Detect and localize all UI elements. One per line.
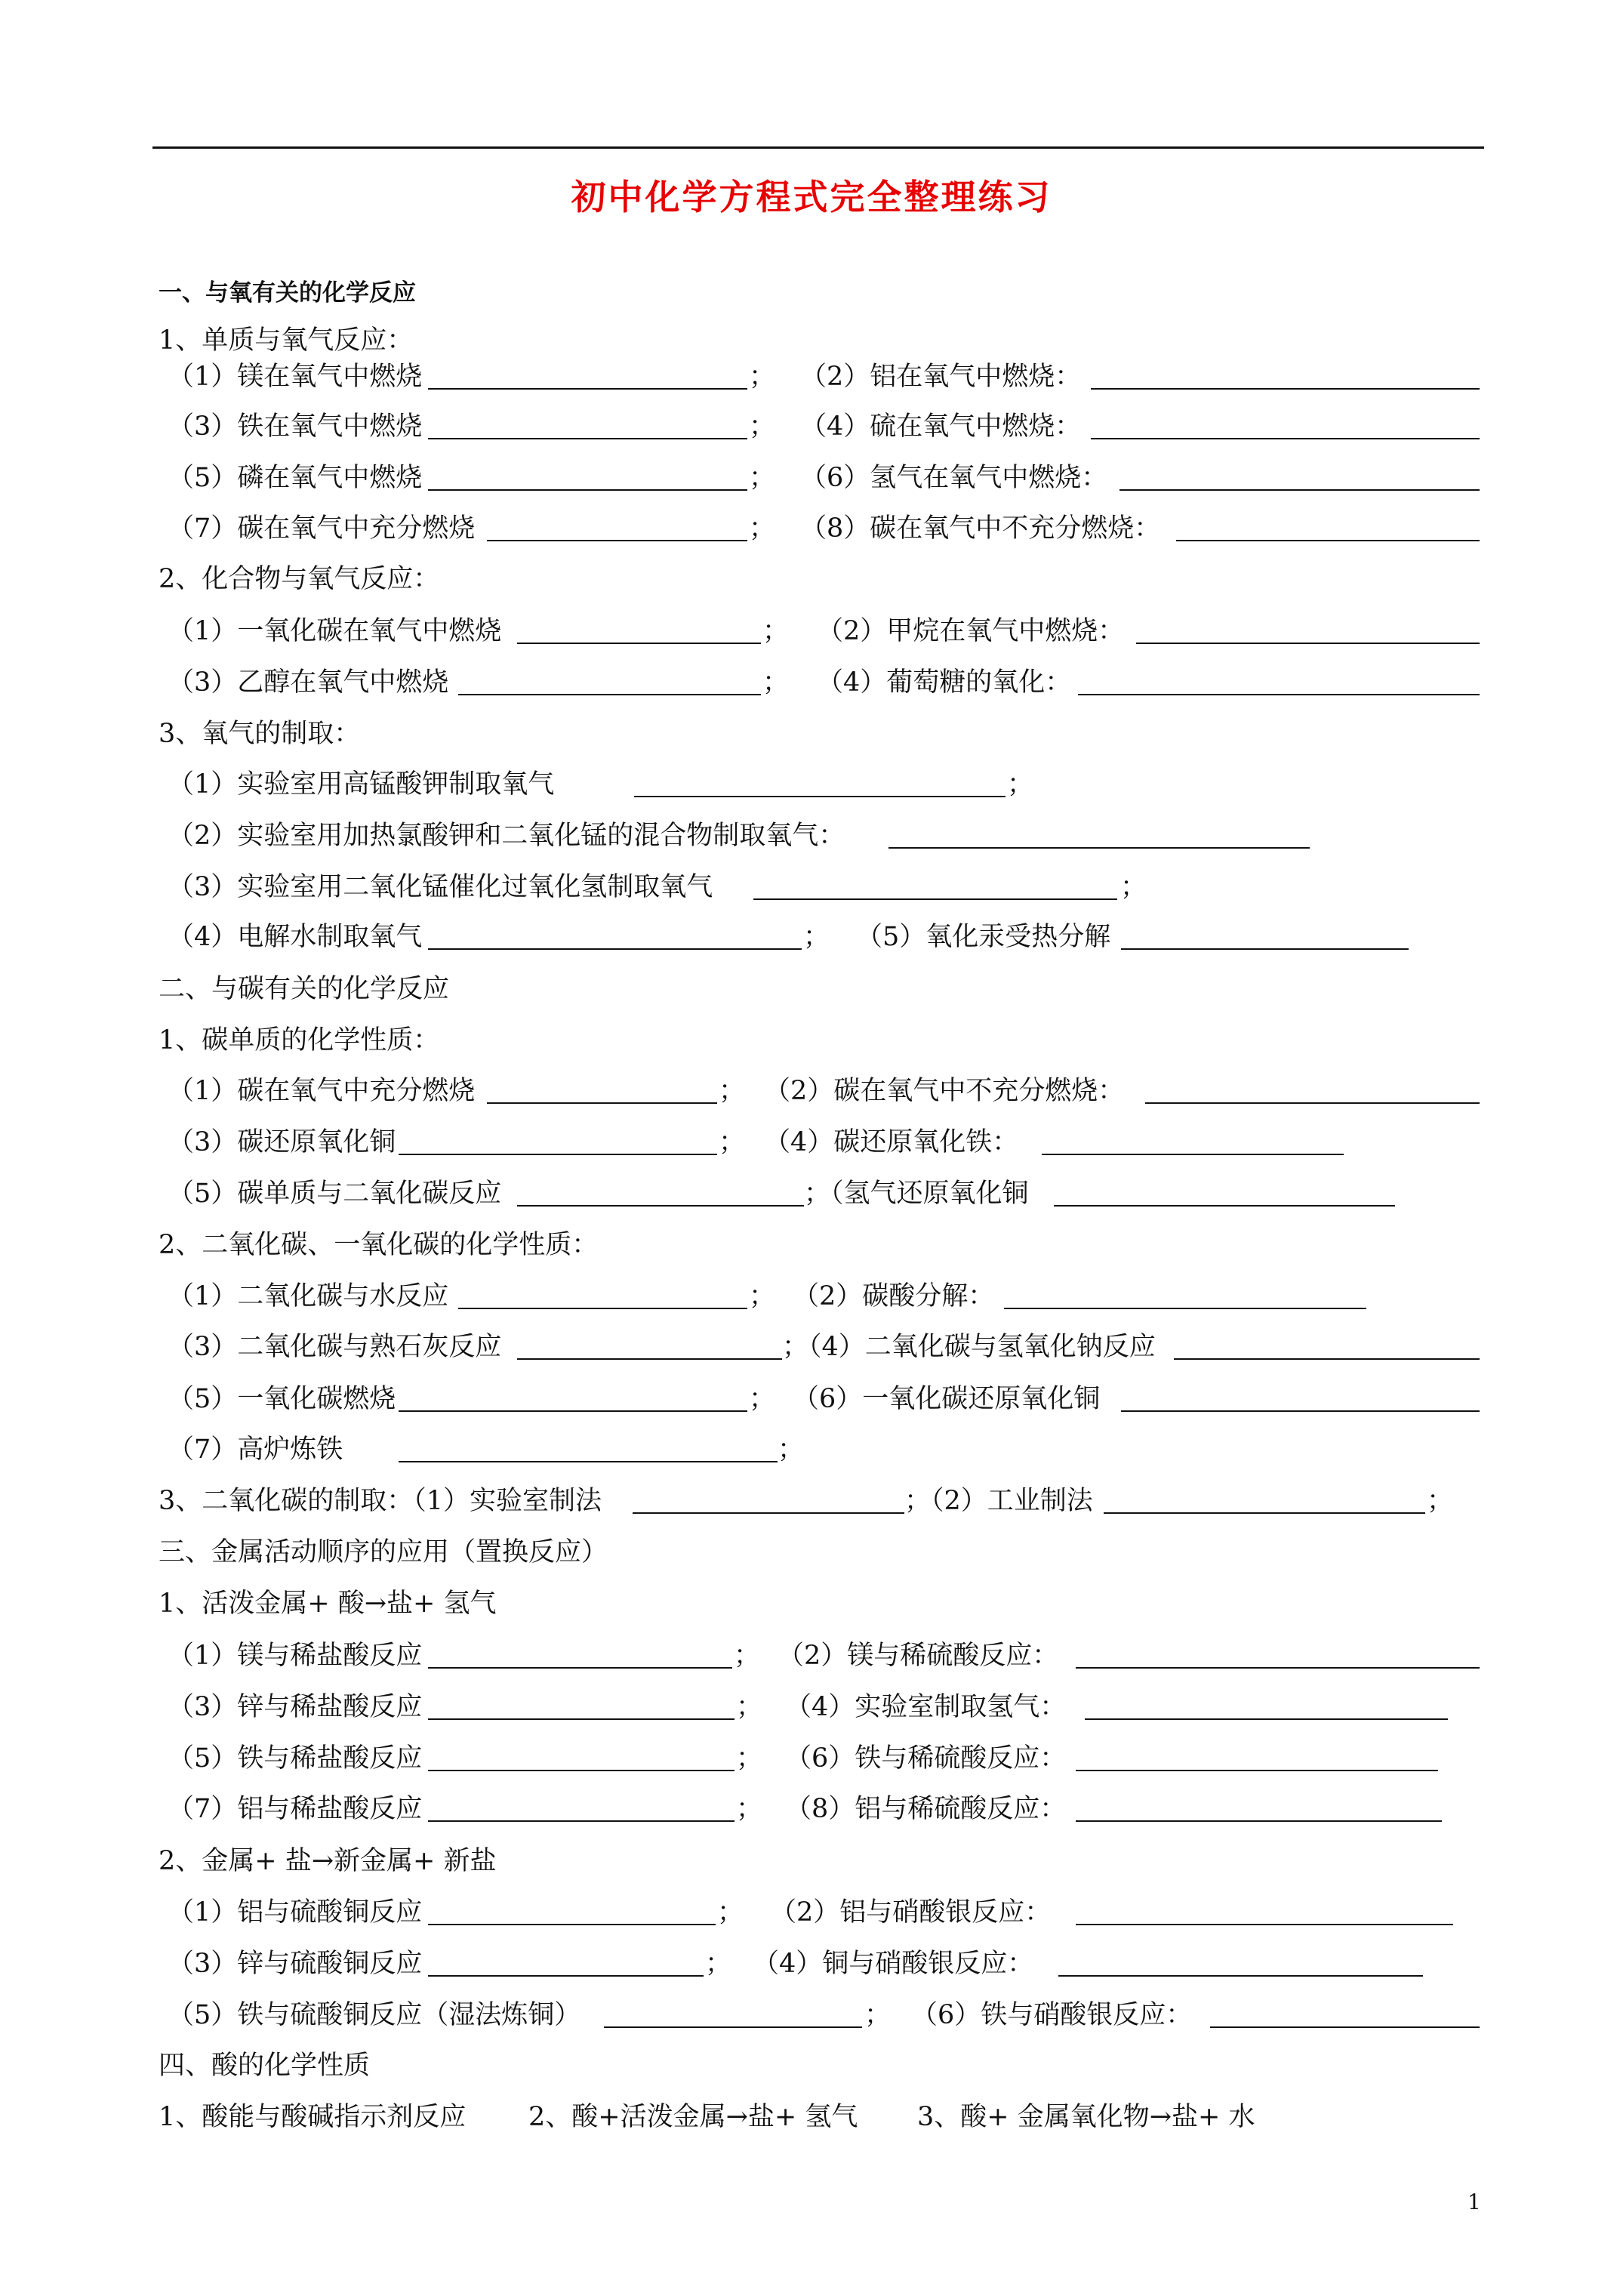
answer-blank[interactable] [1076,1667,1480,1669]
exercise-text: 2、金属+ 盐→新金属+ 新盐 [159,1846,497,1876]
answer-blank[interactable] [1091,438,1480,439]
exercise-line [0,268,1623,318]
page-title: 初中化学方程式完全整理练习 [571,177,1052,217]
exercise-line [0,1271,1623,1321]
exercise-line [0,1117,1623,1167]
exercise-text: ；（4）二氧化碳与氢氧化钠反应 [782,1332,1156,1362]
answer-blank[interactable] [604,2026,862,2028]
exercise-text: （7）铝与稀盐酸反应 [168,1794,423,1824]
exercise-line [0,504,1623,553]
exercise-line [0,352,1623,402]
answer-blank[interactable] [1119,489,1480,491]
answer-blank[interactable] [1210,2026,1480,2028]
exercise-text: ； [1427,1486,1454,1516]
answer-blank[interactable] [1004,1308,1366,1309]
exercise-text: 一、与氧有关的化学反应 [159,279,416,307]
exercise-line [0,1888,1623,1937]
exercise-line [0,912,1623,962]
answer-blank[interactable] [428,1770,735,1771]
answer-blank[interactable] [487,1102,717,1104]
exercise-line [0,760,1623,809]
exercise-line [0,1734,1623,1783]
exercise-text: 四、酸的化学性质 [159,2051,371,2081]
exercise-text: ； [736,1794,763,1824]
exercise-text: （3）铁在氧气中燃烧 [168,411,423,442]
exercise-line [0,1836,1623,1886]
exercise-text: ； [734,1641,761,1671]
answer-blank[interactable] [1121,1410,1480,1412]
exercise-line [0,402,1623,451]
answer-blank[interactable] [1076,1820,1442,1822]
exercise-text: （1）铝与硫酸铜反应 [168,1897,423,1928]
exercise-text: ； [749,1384,776,1414]
exercise-text: ； [705,1949,732,1979]
exercise-text: 2、化合物与氧气反应： [159,564,440,594]
exercise-text: 1、单质与氧气反应： [159,325,414,356]
exercise-text: （2）铝与硝酸银反应： [770,1897,1052,1928]
exercise-text: （4）碳还原氧化铁： [764,1127,1019,1157]
exercise-text: ； [749,1281,776,1311]
page-number: 1 [1467,2190,1481,2214]
exercise-line [0,1682,1623,1732]
answer-blank[interactable] [1176,540,1480,541]
exercise-text: （4）电解水制取氧气 [168,922,423,952]
exercise-text: （8）碳在氧气中不充分燃烧： [800,513,1161,544]
exercise-text: 2、酸+活泼金属→盐+ 氢气 [528,2102,858,2132]
exercise-text: ； [749,513,776,544]
answer-blank[interactable] [428,1975,704,1977]
answer-blank[interactable] [487,540,747,541]
exercise-text: 2、二氧化碳、一氧化碳的化学性质： [159,1230,599,1260]
exercise-text: （6）一氧化碳还原氧化铜 [793,1384,1101,1414]
exercise-line [0,1066,1623,1116]
answer-blank[interactable] [1145,1102,1480,1104]
exercise-line [0,658,1623,707]
exercise-text: （2）铝在氧气中燃烧： [800,362,1082,392]
answer-blank[interactable] [753,898,1117,900]
exercise-text: （4）实验室制取氢气： [785,1692,1067,1722]
exercise-line [0,606,1623,656]
exercise-text: （6）铁与稀硫酸反应： [785,1743,1067,1774]
exercise-text: （3）锌与硫酸铜反应 [168,1949,423,1979]
exercise-line [0,554,1623,604]
exercise-text: 二、与碳有关的化学反应 [159,974,450,1004]
answer-blank[interactable] [458,1308,747,1309]
exercise-line [0,1374,1623,1424]
exercise-text: （5）磷在氧气中燃烧 [168,463,423,493]
answer-blank[interactable] [1076,1924,1453,1925]
exercise-text: ； [749,463,776,493]
answer-blank[interactable] [888,847,1310,849]
answer-blank[interactable] [458,694,761,695]
exercise-line [0,1220,1623,1270]
answer-blank[interactable] [517,1205,804,1207]
answer-blank[interactable] [428,1820,735,1822]
answer-blank[interactable] [1121,948,1409,950]
exercise-line [0,2041,1623,2091]
exercise-line [0,1425,1623,1475]
exercise-text: （3）乙醇在氧气中燃烧 [168,667,449,698]
exercise-line [0,2092,1623,2142]
answer-blank[interactable] [1054,1205,1395,1207]
exercise-line [0,1322,1623,1372]
exercise-text: 3、氧气的制取： [159,719,361,749]
exercise-text: （4）葡萄糖的氧化： [817,667,1072,698]
answer-blank[interactable] [1104,1512,1425,1514]
exercise-line [0,1939,1623,1989]
exercise-text: （5）铁与稀盐酸反应 [168,1743,423,1774]
exercise-line [0,1579,1623,1629]
answer-blank[interactable] [1076,1770,1438,1771]
answer-blank[interactable] [634,796,1006,797]
exercise-text: （7）碳在氧气中充分燃烧 [168,513,476,544]
answer-blank[interactable] [1091,388,1480,390]
exercise-text: ； [719,1127,746,1157]
exercise-text: （3）碳还原氧化铜 [168,1127,396,1157]
exercise-text: （3）二氧化碳与熟石灰反应 [168,1332,502,1362]
exercise-text: （1）镁与稀盐酸反应 [168,1641,423,1671]
exercise-line [0,1476,1623,1526]
exercise-line [0,1527,1623,1577]
exercise-text: ； [762,667,790,698]
answer-blank[interactable] [1136,643,1480,644]
exercise-text: ； [864,2000,892,2030]
answer-blank[interactable] [1042,1154,1344,1155]
exercise-line [0,1784,1623,1834]
answer-blank[interactable] [517,1358,782,1360]
answer-blank[interactable] [399,1410,747,1412]
answer-blank[interactable] [428,388,747,390]
exercise-text: （3）锌与稀盐酸反应 [168,1692,423,1722]
exercise-text: （5）碳单质与二氧化碳反应 [168,1179,502,1209]
answer-blank[interactable] [1085,1718,1448,1720]
exercise-line [0,453,1623,503]
exercise-text: ； [778,1435,805,1465]
exercise-text: （5）一氧化碳燃烧 [168,1384,396,1414]
answer-blank[interactable] [1078,694,1480,695]
exercise-line [0,1169,1623,1219]
exercise-text: （3）实验室用二氧化锰催化过氧化氢制取氧气 [168,872,713,902]
exercise-text: （6）铁与硝酸银反应： [911,2000,1193,2030]
exercise-text: （1）二氧化碳与水反应 [168,1281,449,1311]
exercise-text: （2）碳在氧气中不充分燃烧： [764,1076,1125,1106]
answer-blank[interactable] [428,438,747,439]
exercise-text: （2）甲烷在氧气中燃烧： [817,616,1125,646]
exercise-line [0,964,1623,1014]
exercise-text: 1、酸能与酸碱指示剂反应 [159,2102,467,2132]
exercise-text: ； [762,616,790,646]
exercise-text: （1）碳在氧气中充分燃烧 [168,1076,476,1106]
exercise-text: （2）实验室用加热氯酸钾和二氧化锰的混合物制取氧气： [168,821,845,851]
exercise-text: （4）硫在氧气中燃烧： [800,411,1082,442]
exercise-text: （2）碳酸分解： [793,1281,995,1311]
answer-blank[interactable] [428,1924,716,1925]
answer-blank[interactable] [428,948,802,950]
exercise-text: （1）一氧化碳在氧气中燃烧 [168,616,502,646]
exercise-text: ； [719,1076,746,1106]
exercise-text: 3、酸+ 金属氧化物→盐+ 水 [917,2102,1255,2132]
exercise-text: ； [1120,872,1147,902]
exercise-text: ； [717,1897,744,1928]
exercise-text: （5）铁与硫酸铜反应（湿法炼铜） [168,2000,581,2030]
exercise-text: 3、二氧化碳的制取：（1）实验室制法 [159,1486,602,1516]
exercise-line [0,1631,1623,1681]
answer-blank[interactable] [428,489,747,491]
exercise-text: （4）铜与硝酸银反应： [753,1949,1034,1979]
exercise-text: ； [803,922,830,952]
answer-blank[interactable] [517,643,761,644]
answer-blank[interactable] [399,1461,778,1462]
exercise-text: （6）氢气在氧气中燃烧： [800,463,1108,493]
exercise-text: ； [1007,769,1034,800]
exercise-text: ；（2）工业制法 [904,1486,1093,1516]
exercise-text: ； [749,362,776,392]
exercise-text: 三、金属活动顺序的应用（置换反应） [159,1537,608,1567]
exercise-text: （2）镁与稀硫酸反应： [778,1641,1059,1671]
exercise-text: （7）高炉炼铁 [168,1435,343,1465]
exercise-text: ；（氢气还原氧化铜 [804,1179,1029,1209]
exercise-text: ； [749,411,776,442]
exercise-text: （1）实验室用高锰酸钾制取氧气 [168,769,555,800]
exercise-text: （8）铝与稀硫酸反应： [785,1794,1067,1824]
exercise-text: 1、碳单质的化学性质： [159,1025,440,1056]
answer-blank[interactable] [1058,1975,1423,1977]
exercise-line [0,1015,1623,1065]
answer-blank[interactable] [428,1718,735,1720]
exercise-line [0,709,1623,759]
exercise-line [0,862,1623,912]
header-rule [152,146,1484,149]
exercise-text: 1、活泼金属+ 酸→盐+ 氢气 [159,1589,497,1619]
answer-blank[interactable] [399,1154,717,1155]
exercise-line [0,811,1623,861]
exercise-line [0,1990,1623,2040]
answer-blank[interactable] [633,1512,904,1514]
answer-blank[interactable] [428,1667,732,1669]
exercise-text: （1）镁在氧气中燃烧 [168,362,423,392]
exercise-text: （5）氧化汞受热分解 [856,922,1111,952]
answer-blank[interactable] [1174,1358,1480,1360]
exercise-text: ； [736,1743,763,1774]
exercise-text: ； [736,1692,763,1722]
